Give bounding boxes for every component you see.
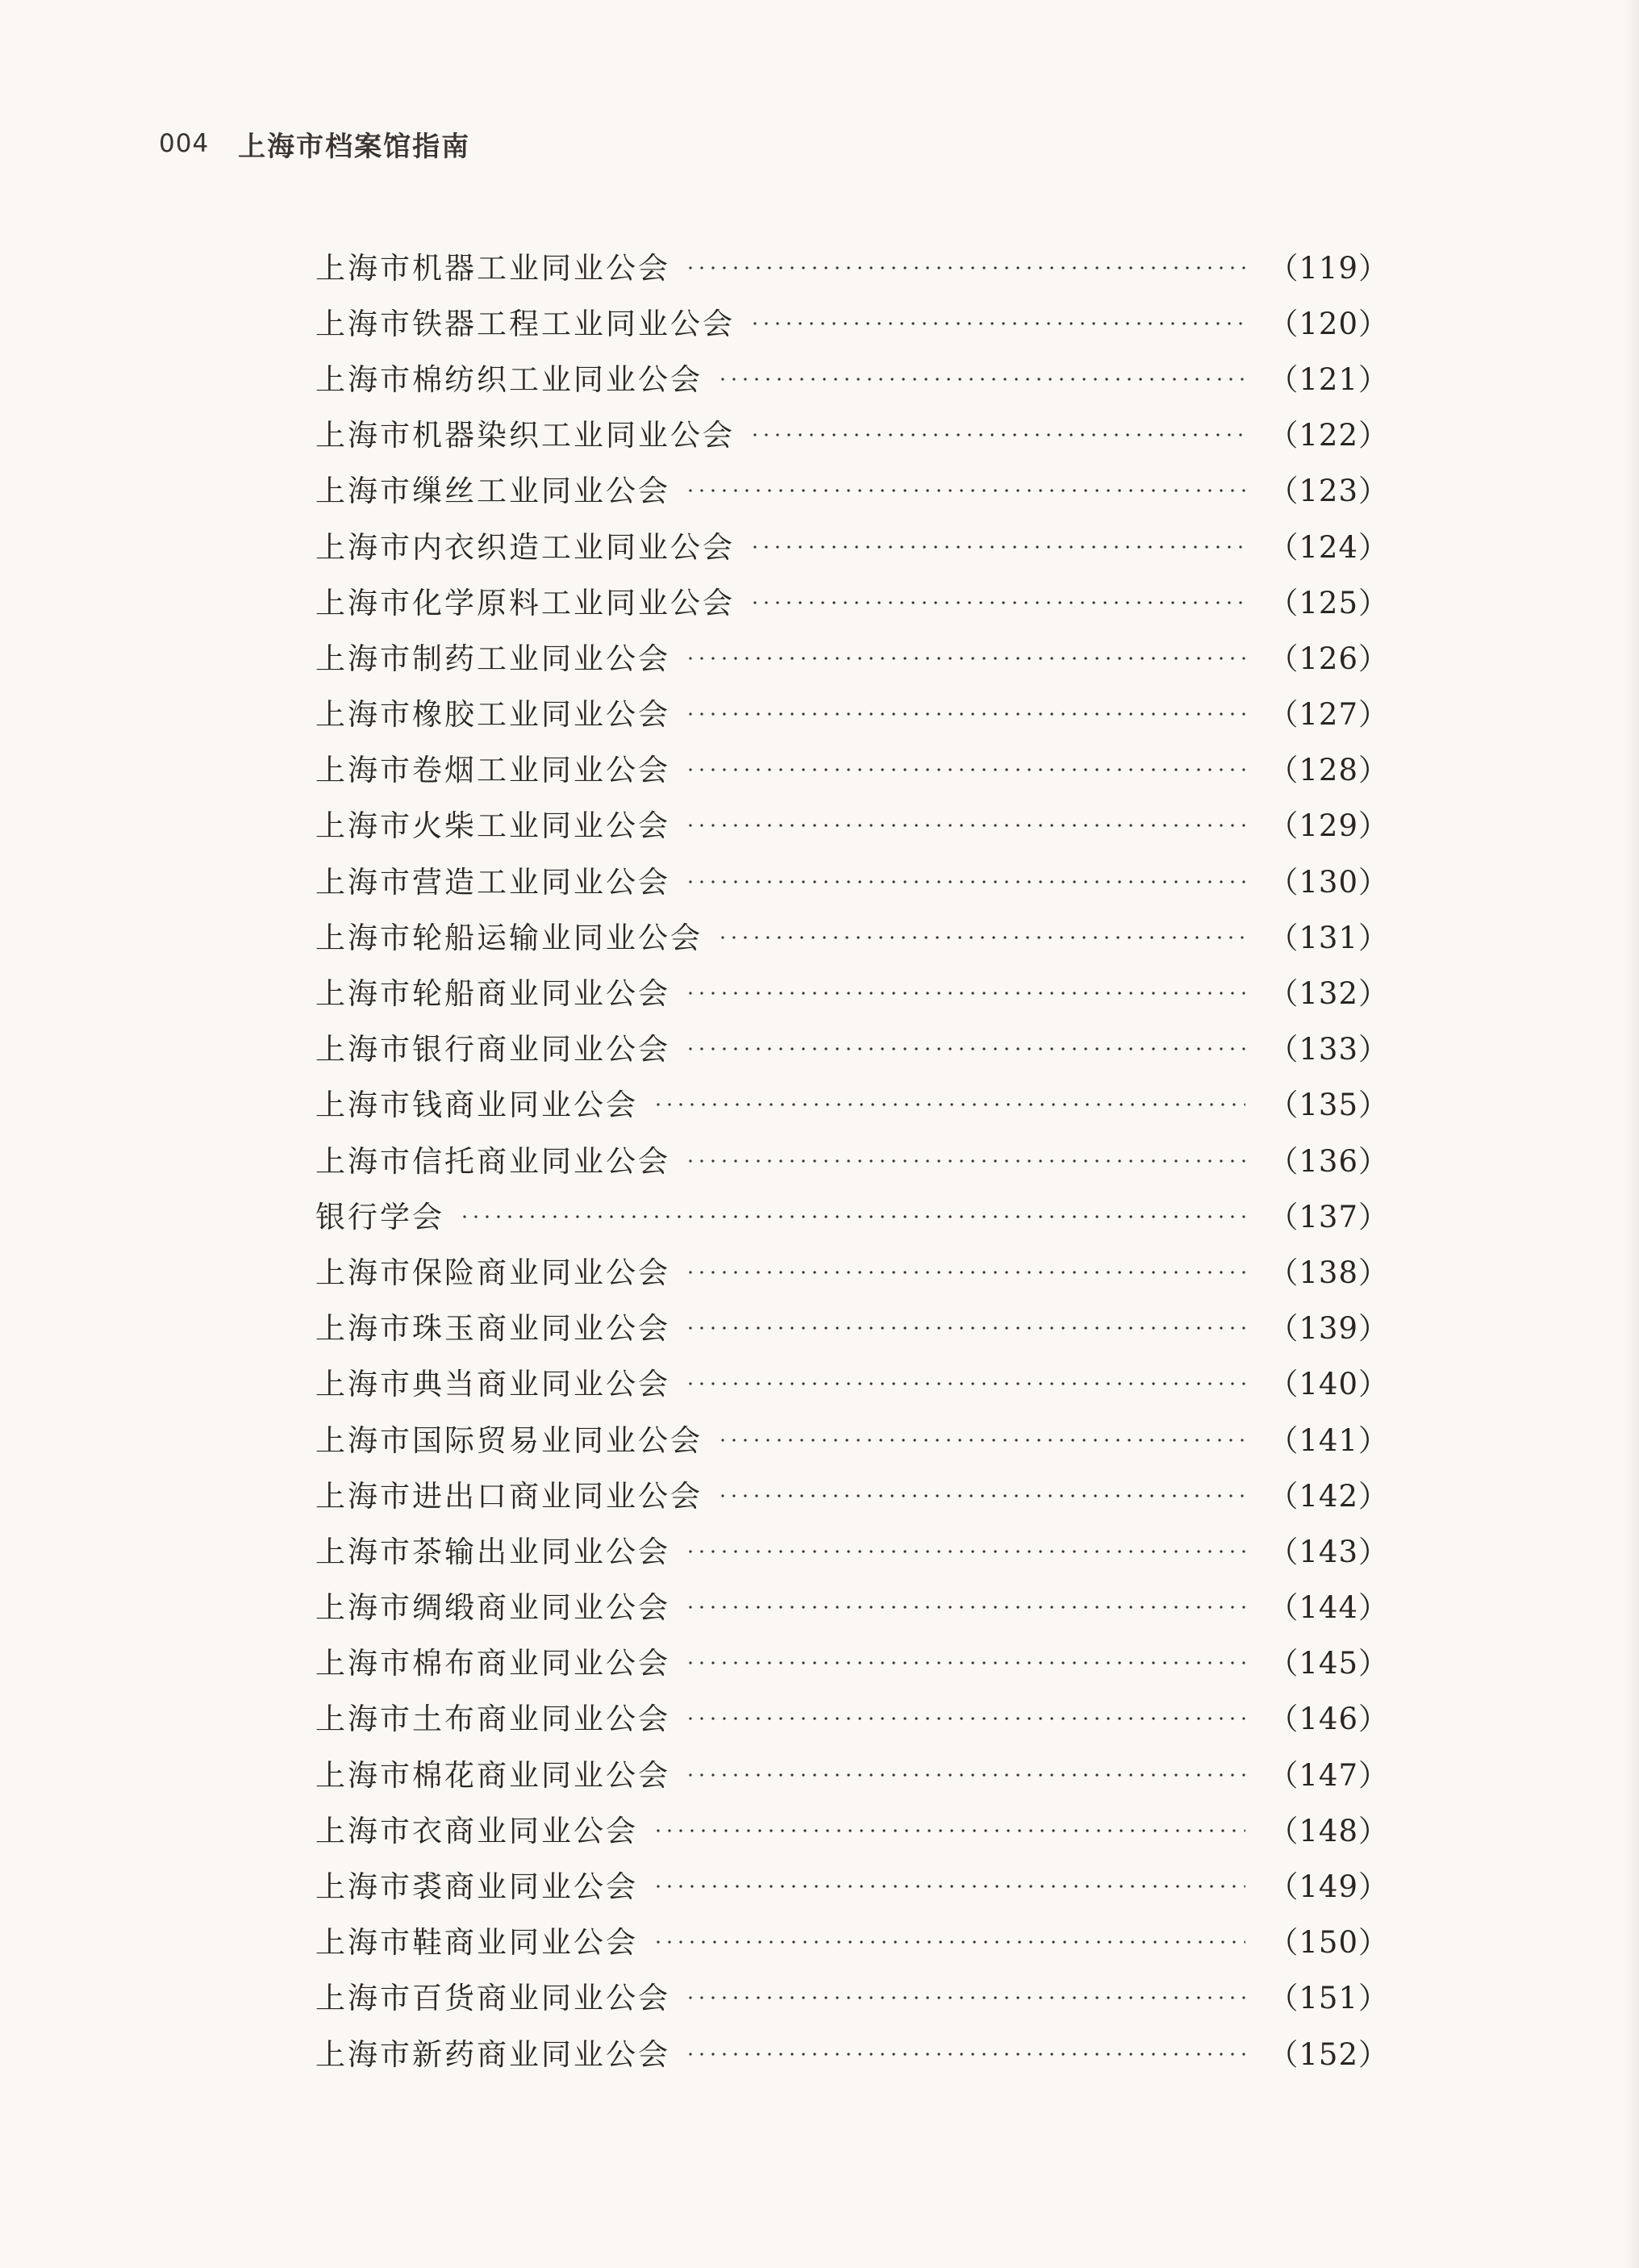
toc-dot-leader: [685, 1773, 1245, 1777]
toc-dot-leader: [749, 433, 1245, 436]
toc-dot-leader: [685, 1382, 1245, 1385]
toc-entry-title: 上海市裘商业同业公会: [315, 1869, 638, 1905]
toc-dot-leader: [685, 768, 1245, 771]
toc-entry[interactable]: [315, 907, 1389, 963]
toc-entry[interactable]: [315, 1633, 1389, 1689]
toc-entry-title: 上海市珠玉商业同业公会: [315, 1311, 670, 1347]
toc-dot-leader: [717, 1494, 1245, 1497]
toc-dot-leader: [749, 601, 1245, 604]
toc-entry[interactable]: [315, 349, 1389, 404]
toc-entry[interactable]: [315, 237, 1389, 293]
toc-entry[interactable]: [315, 293, 1389, 349]
toc-entry-title: 银行学会: [315, 1199, 444, 1234]
page-number: 004: [159, 129, 210, 158]
toc-entry[interactable]: [315, 1354, 1389, 1410]
toc-entry-page: （120）: [1268, 306, 1389, 341]
toc-dot-leader: [459, 1215, 1245, 1218]
toc-dot-leader: [653, 1940, 1245, 1944]
toc-entry-title: 上海市制药工业同业公会: [315, 641, 670, 676]
toc-entry-page: （119）: [1268, 250, 1389, 286]
toc-entry[interactable]: [315, 405, 1389, 461]
toc-entry-page: （142）: [1268, 1478, 1389, 1514]
toc-entry[interactable]: [315, 461, 1389, 516]
toc-dot-leader: [749, 322, 1245, 325]
toc-entry-title: 上海市铁器工程工业同业公会: [315, 306, 735, 341]
toc-dot-leader: [685, 712, 1245, 716]
toc-entry[interactable]: [315, 1130, 1389, 1186]
toc-entry[interactable]: [315, 1465, 1389, 1521]
toc-entry-title: 上海市棉纺织工业同业公会: [315, 361, 703, 397]
toc-entry[interactable]: [315, 851, 1389, 907]
toc-entry[interactable]: [315, 2024, 1389, 2079]
toc-entry-title: 上海市棉布商业同业公会: [315, 1646, 670, 1681]
toc-entry-page: （136）: [1268, 1143, 1389, 1179]
toc-dot-leader: [717, 936, 1245, 939]
toc-entry-title: 上海市机器工业同业公会: [315, 250, 670, 286]
toc-entry-title: 上海市鞋商业同业公会: [315, 1925, 638, 1961]
toc-entry[interactable]: [315, 516, 1389, 572]
toc-entry-title: 上海市橡胶工业同业公会: [315, 697, 670, 733]
toc-entry-page: （125）: [1268, 585, 1389, 620]
toc-entry-title: 上海市营造工业同业公会: [315, 864, 670, 900]
toc-entry-title: 上海市内衣织造工业同业公会: [315, 529, 735, 565]
toc-entry-title: 上海市土布商业同业公会: [315, 1702, 670, 1737]
toc-dot-leader: [717, 1439, 1245, 1442]
toc-entry[interactable]: [315, 1075, 1389, 1130]
toc-entry-page: （133）: [1268, 1032, 1389, 1067]
toc-entry-title: 上海市进出口商业同业公会: [315, 1478, 703, 1514]
toc-entry[interactable]: [315, 628, 1389, 683]
toc-entry-title: 上海市绸缎商业同业公会: [315, 1590, 670, 1626]
toc-entry-title: 上海市百货商业同业公会: [315, 1981, 670, 2016]
toc-dot-leader: [685, 1996, 1245, 1999]
toc-dot-leader: [685, 824, 1245, 827]
table-of-contents: [315, 237, 1389, 2079]
toc-entry-title: 上海市新药商业同业公会: [315, 2036, 670, 2072]
toc-dot-leader: [685, 657, 1245, 660]
toc-dot-leader: [653, 1103, 1245, 1106]
toc-entry[interactable]: [315, 1912, 1389, 1968]
toc-dot-leader: [685, 1606, 1245, 1609]
toc-entry-title: 上海市银行商业同业公会: [315, 1032, 670, 1067]
toc-dot-leader: [653, 1829, 1245, 1832]
toc-entry-page: （131）: [1268, 920, 1389, 955]
toc-entry-page: （135）: [1268, 1088, 1389, 1123]
toc-dot-leader: [749, 545, 1245, 549]
toc-entry-title: 上海市茶输出业同业公会: [315, 1534, 670, 1569]
toc-dot-leader: [685, 2053, 1245, 2056]
toc-entry[interactable]: [315, 1298, 1389, 1354]
toc-entry-title: 上海市轮船运输业同业公会: [315, 920, 703, 955]
toc-entry-page: （137）: [1268, 1199, 1389, 1234]
toc-entry[interactable]: [315, 796, 1389, 851]
toc-entry-title: 上海市缫丝工业同业公会: [315, 474, 670, 509]
toc-entry[interactable]: [315, 1410, 1389, 1465]
toc-entry-page: （144）: [1268, 1590, 1389, 1626]
toc-entry-page: （152）: [1268, 2036, 1389, 2072]
toc-entry[interactable]: [315, 1744, 1389, 1800]
toc-entry-title: 上海市信托商业同业公会: [315, 1143, 670, 1179]
toc-entry[interactable]: [315, 1968, 1389, 2024]
toc-entry-title: 上海市典当商业同业公会: [315, 1367, 670, 1402]
toc-entry-page: （122）: [1268, 418, 1389, 453]
toc-entry-page: （127）: [1268, 697, 1389, 733]
toc-entry-page: （140）: [1268, 1367, 1389, 1402]
toc-entry[interactable]: [315, 1521, 1389, 1577]
toc-entry-page: （121）: [1268, 361, 1389, 397]
toc-entry-page: （146）: [1268, 1702, 1389, 1737]
toc-dot-leader: [685, 1326, 1245, 1330]
toc-entry[interactable]: [315, 1577, 1389, 1633]
toc-entry-title: 上海市国际贸易业同业公会: [315, 1422, 703, 1458]
toc-dot-leader: [685, 489, 1245, 492]
toc-entry-page: （148）: [1268, 1813, 1389, 1848]
toc-entry[interactable]: [315, 684, 1389, 740]
toc-entry-page: （123）: [1268, 474, 1389, 509]
toc-entry-page: （139）: [1268, 1311, 1389, 1347]
toc-dot-leader: [685, 880, 1245, 883]
toc-entry-title: 上海市火柴工业同业公会: [315, 808, 670, 844]
toc-entry-page: （151）: [1268, 1981, 1389, 2016]
toc-entry-title: 上海市轮船商业同业公会: [315, 976, 670, 1012]
toc-entry-title: 上海市棉花商业同业公会: [315, 1757, 670, 1793]
toc-dot-leader: [653, 1885, 1245, 1888]
toc-dot-leader: [685, 1550, 1245, 1553]
toc-entry-page: （143）: [1268, 1534, 1389, 1569]
toc-entry[interactable]: [315, 1242, 1389, 1297]
toc-entry-title: 上海市钱商业同业公会: [315, 1088, 638, 1123]
toc-entry-page: （128）: [1268, 753, 1389, 788]
toc-entry[interactable]: [315, 572, 1389, 628]
toc-dot-leader: [717, 378, 1245, 381]
toc-entry-page: （141）: [1268, 1422, 1389, 1458]
toc-entry[interactable]: [315, 963, 1389, 1018]
toc-entry-page: （145）: [1268, 1646, 1389, 1681]
toc-entry[interactable]: [315, 1019, 1389, 1075]
toc-dot-leader: [685, 1159, 1245, 1163]
toc-entry-page: （150）: [1268, 1925, 1389, 1961]
toc-entry-page: （147）: [1268, 1757, 1389, 1793]
toc-dot-leader: [685, 1661, 1245, 1664]
toc-entry-page: （124）: [1268, 529, 1389, 565]
toc-entry[interactable]: [315, 1689, 1389, 1744]
toc-dot-leader: [685, 1271, 1245, 1274]
toc-entry[interactable]: [315, 1800, 1389, 1856]
toc-dot-leader: [685, 1717, 1245, 1720]
toc-entry-page: （138）: [1268, 1255, 1389, 1290]
toc-dot-leader: [685, 992, 1245, 995]
toc-entry-page: （149）: [1268, 1869, 1389, 1905]
page-edge-shadow: [1624, 0, 1639, 2268]
book-title: 上海市档案馆指南: [238, 130, 471, 163]
toc-dot-leader: [685, 1047, 1245, 1050]
toc-entry[interactable]: [315, 740, 1389, 796]
toc-entry-page: （132）: [1268, 976, 1389, 1012]
running-header: [159, 123, 470, 165]
toc-entry-page: （130）: [1268, 864, 1389, 900]
toc-entry[interactable]: [315, 1856, 1389, 1911]
toc-dot-leader: [685, 266, 1245, 269]
toc-entry[interactable]: [315, 1186, 1389, 1242]
toc-entry-title: 上海市保险商业同业公会: [315, 1255, 670, 1290]
toc-entry-title: 上海市机器染织工业同业公会: [315, 418, 735, 453]
toc-entry-page: （126）: [1268, 641, 1389, 676]
toc-entry-title: 上海市衣商业同业公会: [315, 1813, 638, 1848]
toc-entry-title: 上海市化学原料工业同业公会: [315, 585, 735, 620]
toc-entry-title: 上海市卷烟工业同业公会: [315, 753, 670, 788]
toc-entry-page: （129）: [1268, 808, 1389, 844]
